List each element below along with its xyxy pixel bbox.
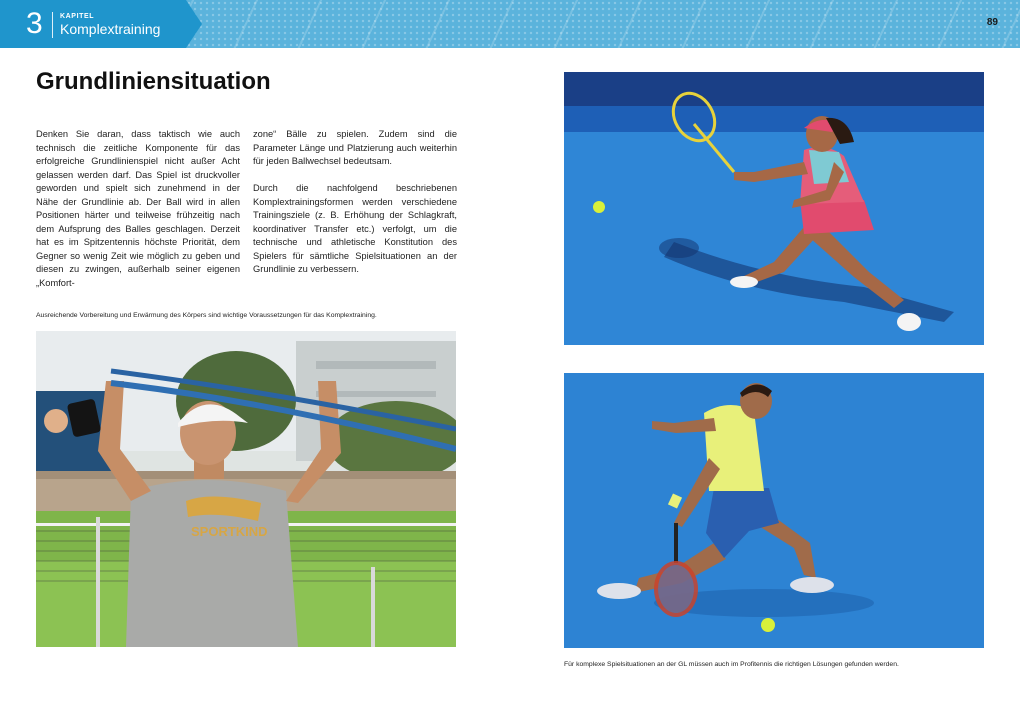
body-paragraph: Denken Sie daran, dass taktisch wie auch technisch die zeitliche Komponente für das erfolgreiche Grundlinienspiel nicht außer Acht gelassen werden darf. Das Spiel ist druckvoller geworden und spielt sich zunehmend in der Nähe der Grundlinie ab. Der Ball wird in allen Positionen härter und teilweise frühzeitig nach dem Aufsprung des Balles geschlagen. Derzeit hat es im Spitzentennis höchste Priorität, dem Gegner so wenig Zeit wie möglich zu geben und diesen zu zwingen, außerhalb seiner eigenen „Komfort-	[36, 129, 240, 288]
caption-match-photos: Für komplexe Spielsituationen an der GL müssen auch im Profitennis die richtigen Lösungen gefunden werden.	[564, 661, 899, 668]
body-paragraph: zone“ Bälle zu spielen. Zudem sind die Parameter Länge und Platzierung auch weiterhin für jeden Ballwechsel bedeutsam.	[253, 129, 457, 166]
chapter-title: Komplextraining	[60, 21, 161, 37]
caption-warmup-photo: Ausreichende Vorbereitung und Erwärmung des Körpers sind wichtige Voraussetzungen für das Komplextraining.	[36, 312, 377, 319]
body-paragraph: Durch die nachfolgend beschriebenen Komplextrainingsformen werden verschiedene Trainingsziele (z. B. Erhöhung der Schlagkraft, koordinativer Transfer etc.) verfolgt, um die technische und athletische Konstitution des Spielers für sämtliche Spielsituationen an der Grundlinie zu verbessern.	[253, 183, 457, 274]
chapter-divider	[52, 12, 53, 38]
section-title: Grundliniensituation	[36, 68, 271, 95]
photo-female-player-forehand	[564, 72, 984, 345]
body-column-left	[36, 128, 240, 304]
page-number: 89	[986, 17, 998, 28]
body-column-right	[253, 128, 457, 290]
shirt-print-text: SPORTKIND	[191, 524, 268, 539]
chapter-number: 3	[26, 7, 43, 40]
chapter-kicker: KAPITEL	[60, 13, 95, 20]
photo-male-player-low-shot	[564, 373, 984, 648]
photo-resistance-band-warmup	[36, 331, 456, 647]
